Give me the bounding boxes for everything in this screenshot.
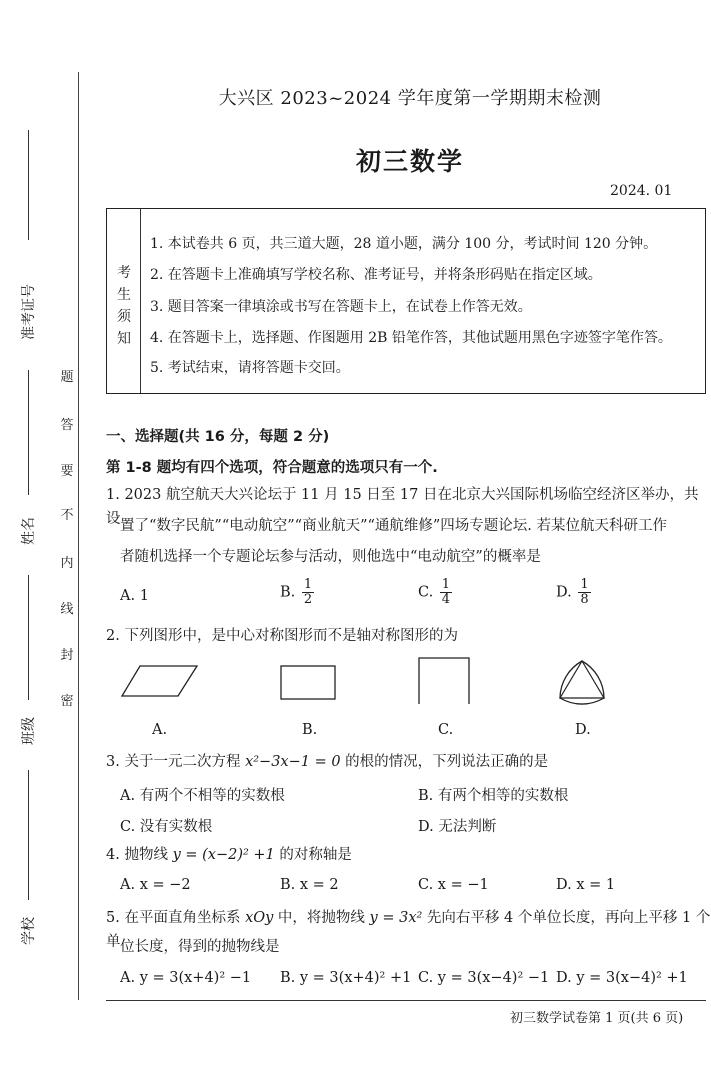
q4-option-b: B. x = 2 (280, 877, 339, 893)
section-instruction: 第 1-8 题均有四个选项，符合题意的选项只有一个. (106, 460, 438, 476)
q3-option-a: A. 有两个不相等的实数根 (120, 788, 285, 804)
q3-option-d: D. 无法判断 (418, 819, 497, 835)
q3-stem-pre: 3. 关于一元二次方程 (106, 754, 246, 770)
q4-stem (106, 843, 352, 867)
notice-side-char: 须 (117, 309, 131, 325)
q1-option-c-label: C. (418, 584, 434, 601)
q3-stem (106, 750, 548, 774)
q5-equation: y = 3x² (369, 910, 423, 926)
open-square-shape (419, 658, 469, 704)
notice-item: 2. 在答题卡上准确填写学校名称、准考证号，并将条形码贴在指定区域。 (150, 267, 602, 283)
q3-stem-post: 的根的情况，下列说法正确的是 (340, 754, 549, 770)
q1-option-a: A. 1 (120, 588, 149, 604)
exam-subtitle: 大兴区 2023~2024 学年度第一学期期末检测 (218, 88, 602, 109)
q3-option-b: B. 有两个相等的实数根 (418, 788, 569, 804)
q5-option-d: D. y = 3(x−4)² +1 (556, 970, 688, 986)
seal-char: 封 (60, 648, 74, 663)
q2-label-d: D. (575, 722, 591, 738)
school-label: 学校 (21, 917, 37, 945)
seal-char: 答 (60, 418, 74, 433)
q5-line1-pre: 5. 在平面直角坐标系 (106, 910, 246, 926)
q5-option-b: B. y = 3(x+4)² +1 (280, 970, 412, 986)
q5-option-a: A. y = 3(x+4)² −1 (120, 970, 252, 986)
reuleaux-triangle-shape (560, 661, 604, 704)
exam-title: 初三数学 (355, 147, 464, 176)
q4-option-d: D. x = 1 (556, 877, 616, 893)
page-footer: 初三数学试卷第 1 页(共 6 页) (510, 1011, 684, 1026)
notice-item: 1. 本试卷共 6 页，共三道大题，28 道小题，满分 100 分，考试时间 120 分钟。 (150, 236, 658, 252)
q1-c-numerator: 1 (441, 577, 451, 592)
q2-label-a: A. (152, 722, 168, 738)
exam-number-label: 准考证号 (21, 284, 37, 340)
q1-b-numerator: 1 (303, 577, 313, 592)
q4-stem-pre: 4. 抛物线 (106, 847, 173, 863)
q1-line: 1. 2023 航空航天大兴论坛于 11 月 15 日至 17 日在北京大兴国际机场临空经济区举办，共设 (106, 487, 699, 527)
q3-option-c: C. 没有实数根 (120, 819, 213, 835)
class-label: 班级 (21, 717, 37, 745)
q5-coord: xOy (245, 910, 274, 926)
footer-rule (106, 1000, 706, 1001)
q1-line: 置了“数字民航”“电动航空”“商业航天”“通航维修”四场专题论坛. 若某位航天科研工作 (120, 518, 668, 534)
q1-option-b-label: B. (280, 584, 296, 601)
notice-item: 4. 在答题卡上，选择题、作图题用 2B 铅笔作答，其他试题用黑色字迹签字笔作答。 (150, 330, 672, 346)
seal-char: 密 (60, 694, 74, 709)
q5-option-c: C. y = 3(x−4)² −1 (418, 970, 550, 986)
seal-char: 线 (60, 602, 74, 617)
notice-side-char: 知 (117, 331, 131, 347)
seal-char: 要 (60, 464, 74, 479)
q1-c-denominator: 4 (441, 592, 451, 607)
q5-line2: 位长度，得到的抛物线是 (120, 939, 280, 955)
q3-equation: x²−3x−1 = 0 (245, 754, 341, 770)
q1-d-denominator: 8 (580, 592, 589, 607)
q1-b-denominator: 2 (303, 592, 313, 607)
seal-char: 题 (60, 370, 74, 385)
parallelogram-shape (122, 666, 197, 696)
q4-stem-post: 的对称轴是 (274, 847, 352, 863)
q2-label-c: C. (438, 722, 454, 738)
section-heading: 一、选择题(共 16 分，每题 2 分) (106, 429, 330, 445)
q2-label-b: B. (302, 722, 318, 738)
notice-side-char: 考 (117, 265, 131, 281)
notice-item: 3. 题目答案一律填涂或书写在答题卡上，在试卷上作答无效。 (150, 299, 532, 315)
seal-char: 不 (60, 508, 74, 523)
name-label: 姓名 (21, 517, 37, 545)
q5-line1-post: 先向右平移 4 个单位长度，再向上平移 1 个单 (106, 910, 711, 950)
notice-item: 5. 考试结束，请将答题卡交回。 (150, 360, 350, 376)
q1-option-d-label: D. (556, 584, 572, 601)
q1-line: 者随机选择一个专题论坛参与活动，则他选中“电动航空”的概率是 (120, 549, 541, 565)
q4-option-c: C. x = −1 (418, 877, 489, 893)
q2-stem: 2. 下列图形中，是中心对称图形而不是轴对称图形的为 (106, 628, 458, 644)
q4-equation: y = (x−2)² +1 (172, 847, 275, 863)
seal-char: 内 (60, 556, 74, 571)
exam-date: 2024. 01 (610, 183, 673, 199)
notice-side-char: 生 (117, 287, 131, 303)
q1-d-numerator: 1 (580, 577, 589, 592)
rectangle-shape (281, 666, 335, 699)
q5-line1-mid: 中，将抛物线 (273, 910, 370, 926)
q4-option-a: A. x = −2 (120, 877, 191, 893)
